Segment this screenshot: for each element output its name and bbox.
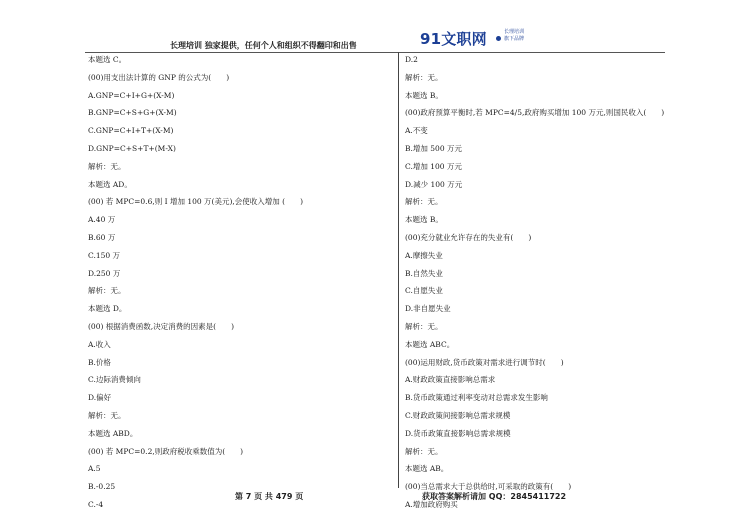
text-line: C.增加 100 万元 [405, 161, 462, 171]
text-line: B.自然失业 [405, 268, 443, 278]
text-line: 本题选 B。 [405, 90, 443, 100]
logo-dot-icon [496, 36, 501, 41]
text-line: (00)当总需求大于总供给时,可采取的政策有( ) [405, 482, 572, 492]
text-line: D.非自愿失业 [405, 304, 451, 314]
text-line: C.GNP=C+I+T+(X-M) [88, 126, 174, 136]
text-line: B.-0.25 [88, 482, 116, 492]
text-line: C.边际消费倾向 [88, 375, 141, 385]
text-line: 本题选 ABD。 [88, 428, 138, 438]
text-line: 解析：无。 [405, 72, 443, 82]
site-logo [420, 28, 530, 50]
text-line: B.价格 [88, 357, 111, 367]
text-line: D.减少 100 万元 [405, 179, 463, 189]
text-line: 解析：无。 [88, 161, 126, 171]
text-line: A.5 [88, 464, 101, 474]
text-line: A.财政政策直接影响总需求 [405, 375, 496, 385]
logo-text: 91文职网 [420, 30, 487, 48]
text-line: B.60 万 [88, 232, 116, 242]
text-line: A.增加政府购买 [405, 499, 458, 509]
text-line: A.不变 [405, 126, 428, 136]
text-line: D.GNP=C+S+T+(M-X) [88, 143, 176, 153]
text-line: D.偏好 [88, 393, 112, 403]
text-line: A.摩擦失业 [405, 250, 443, 260]
text-line: D.货币政策直接影响总需求规模 [405, 428, 511, 438]
text-line: 本题选 ABC。 [405, 339, 455, 349]
text-line: C.自愿失业 [405, 286, 443, 296]
text-line: C.财政政策间接影响总需求规模 [405, 410, 511, 420]
text-line: 解析：无。 [405, 446, 443, 456]
text-line: (00) 根据消费函数,决定消费的因素是( ) [88, 321, 235, 331]
text-line: 本题选 D。 [88, 304, 127, 314]
text-line: 解析：无。 [405, 321, 443, 331]
text-line: 本题选 B。 [405, 215, 443, 225]
header-notice: 长理培训 独家提供，任何个人和组织不得翻印和出售 [170, 41, 357, 50]
text-line: (00) 若 MPC=0.6,则 I 增加 100 万(美元),会使收入增加 ( ) [88, 197, 304, 207]
column-divider [398, 52, 399, 488]
right-column [405, 51, 705, 514]
text-line: (00)政府预算平衡时,若 MPC=4/5,政府购买增加 100 万元,则国民收入( ) [405, 108, 665, 118]
text-line: 解析：无。 [405, 197, 443, 207]
text-line: D.2 [405, 55, 418, 64]
text-line: A.40 万 [88, 215, 116, 225]
text-line: B.GNP=C+S+G+(X-M) [88, 108, 177, 118]
logo-tagline [504, 29, 544, 43]
text-line: B.货币政策通过利率变动对总需求发生影响 [405, 393, 548, 403]
contact-info: 获取答案解析请加 QQ：2845411722 [422, 492, 567, 501]
text-line: (00) 若 MPC=0.2,则政府税收乘数值为( ) [88, 446, 244, 456]
text-line: B.增加 500 万元 [405, 143, 462, 153]
logo-tagline-line-1: 长理培训 [504, 29, 525, 35]
text-line: (00)充分就业允许存在的失业有( ) [405, 232, 532, 242]
left-column [88, 51, 388, 514]
text-line: 本题选 C。 [88, 55, 127, 64]
logo-tagline-line-2: 旗下品牌 [504, 36, 525, 42]
text-line: (00)运用财政,货币政策对需求进行调节时( ) [405, 357, 564, 367]
text-line: 解析：无。 [88, 410, 126, 420]
page-number: 第 7 页 共 479 页 [235, 492, 304, 501]
text-line: 本题选 AD。 [88, 179, 132, 189]
text-line: C.150 万 [88, 250, 121, 260]
text-line: C.-4 [88, 499, 104, 509]
text-line: D.250 万 [88, 268, 121, 278]
text-line: (00)用支出法计算的 GNP 的公式为( ) [88, 72, 230, 82]
text-line: 本题选 AB。 [405, 464, 449, 474]
text-line: A.GNP=C+I+G+(X-M) [88, 90, 175, 100]
text-line: A.收入 [88, 339, 111, 349]
text-line: 解析：无。 [88, 286, 126, 296]
